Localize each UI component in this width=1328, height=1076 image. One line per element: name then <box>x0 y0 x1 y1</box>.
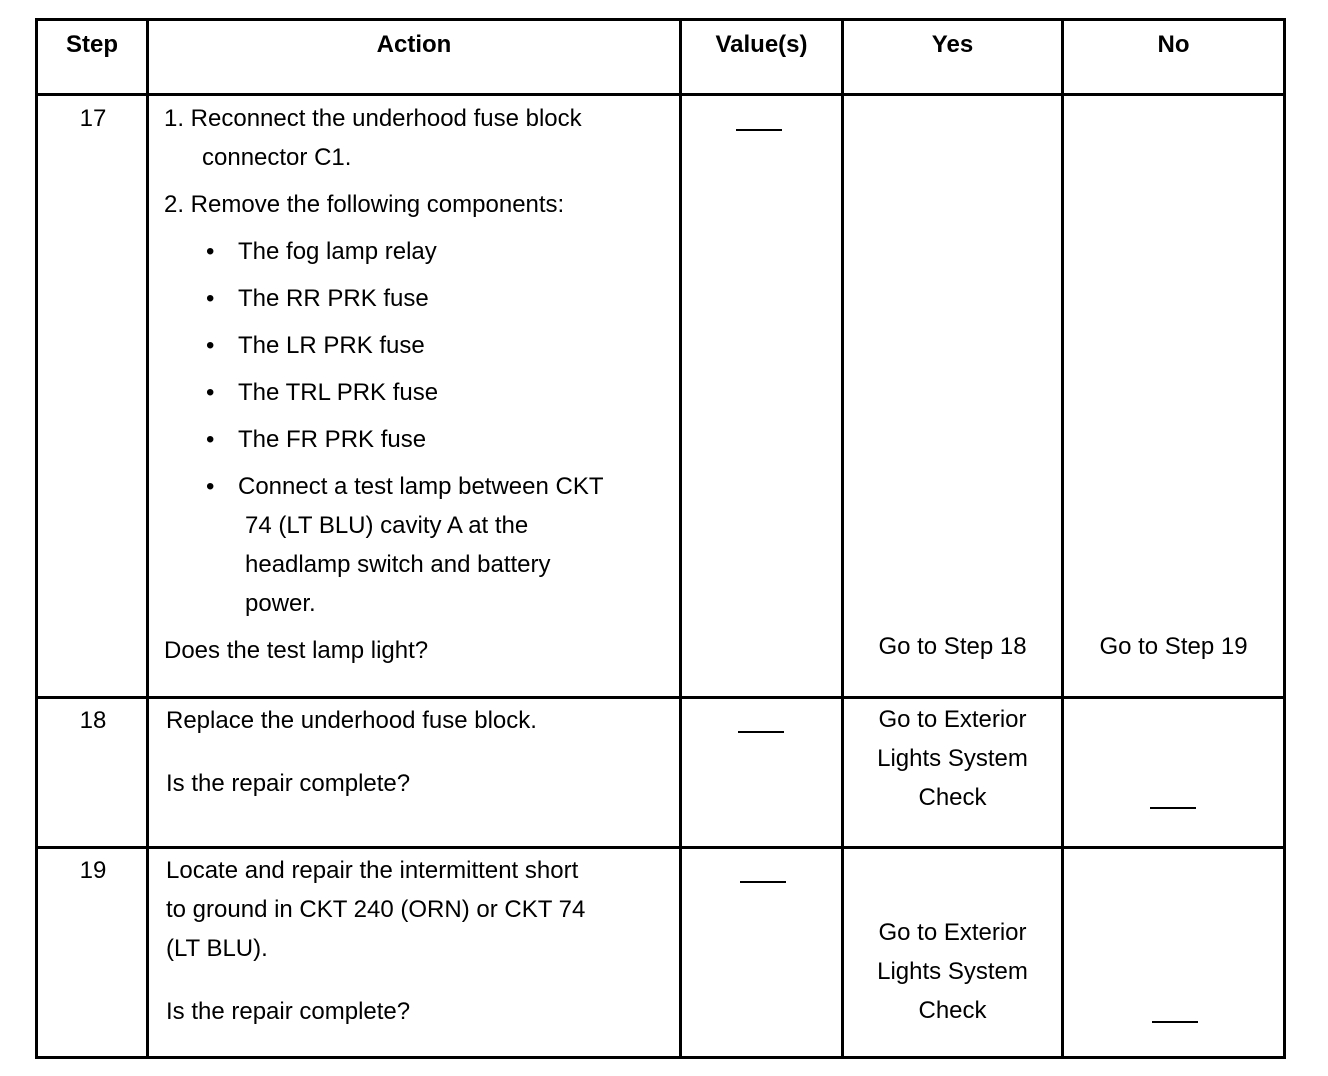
header-rule <box>38 93 1283 96</box>
step-17-no: Go to Step 19 <box>1099 633 1248 660</box>
step-19-action <box>166 851 676 1031</box>
row-rule-17 <box>38 696 1283 699</box>
step-19-value-dash <box>740 881 786 883</box>
step-18-no-dash <box>1150 807 1196 809</box>
step-19-no-dash <box>1152 1021 1198 1023</box>
header-values: Value(s) <box>715 31 808 58</box>
step-17-connect-line-3: headlamp switch and battery <box>245 551 551 578</box>
step-17-value-dash <box>736 129 782 131</box>
step-19-line-1: Locate and repair the intermittent short <box>166 857 579 884</box>
header-action: Action <box>376 31 452 58</box>
col-rule-4 <box>1061 21 1064 1056</box>
step-17-number: 17 <box>79 105 107 132</box>
step-18-line-1: Replace the underhood fuse block. <box>166 707 537 734</box>
col-rule-3 <box>841 21 844 1056</box>
col-rule-1 <box>146 21 149 1056</box>
step-19-number: 19 <box>79 857 107 884</box>
step-17-item-1-cont: connector C1. <box>202 144 352 171</box>
step-19-line-2: to ground in CKT 240 (ORN) or CKT 74 <box>166 896 586 923</box>
step-17-bullet-3: • The LR PRK fuse <box>206 332 425 359</box>
step-17-question: Does the test lamp light? <box>164 637 429 664</box>
step-18-question: Is the repair complete? <box>166 770 411 797</box>
step-17-item-2: 2. Remove the following components: <box>164 191 565 218</box>
step-17-bullet-4: • The TRL PRK fuse <box>206 379 439 406</box>
header-yes: Yes <box>931 31 974 58</box>
header-no: No <box>1157 31 1190 58</box>
step-17-bullet-2: • The RR PRK fuse <box>206 285 429 312</box>
step-17-bullet-5: • The FR PRK fuse <box>206 426 427 453</box>
step-19-line-3: (LT BLU). <box>166 935 268 962</box>
step-17-connect-line-4: power. <box>245 590 316 617</box>
step-19-yes: Go to Exterior Lights System Check <box>877 919 1028 1024</box>
step-17-action <box>164 99 674 670</box>
row-rule-18 <box>38 846 1283 849</box>
diagnostic-table <box>35 18 1286 1059</box>
step-18-yes: Go to Exterior Lights System Check <box>877 706 1028 811</box>
step-19-question: Is the repair complete? <box>166 998 411 1025</box>
step-18-action <box>166 701 676 803</box>
step-18-number: 18 <box>79 707 107 734</box>
step-17-bullet-6: • Connect a test lamp between CKT <box>206 473 604 500</box>
header-step: Step <box>65 31 118 58</box>
step-17-bullet-1: • The fog lamp relay <box>206 238 437 265</box>
step-18-value-dash <box>738 731 784 733</box>
step-17-yes: Go to Step 18 <box>878 633 1027 660</box>
step-17-connect-line-2: 74 (LT BLU) cavity A at the <box>245 512 529 539</box>
col-rule-2 <box>679 21 682 1056</box>
step-17-item-1: 1. Reconnect the underhood fuse block <box>164 105 582 132</box>
